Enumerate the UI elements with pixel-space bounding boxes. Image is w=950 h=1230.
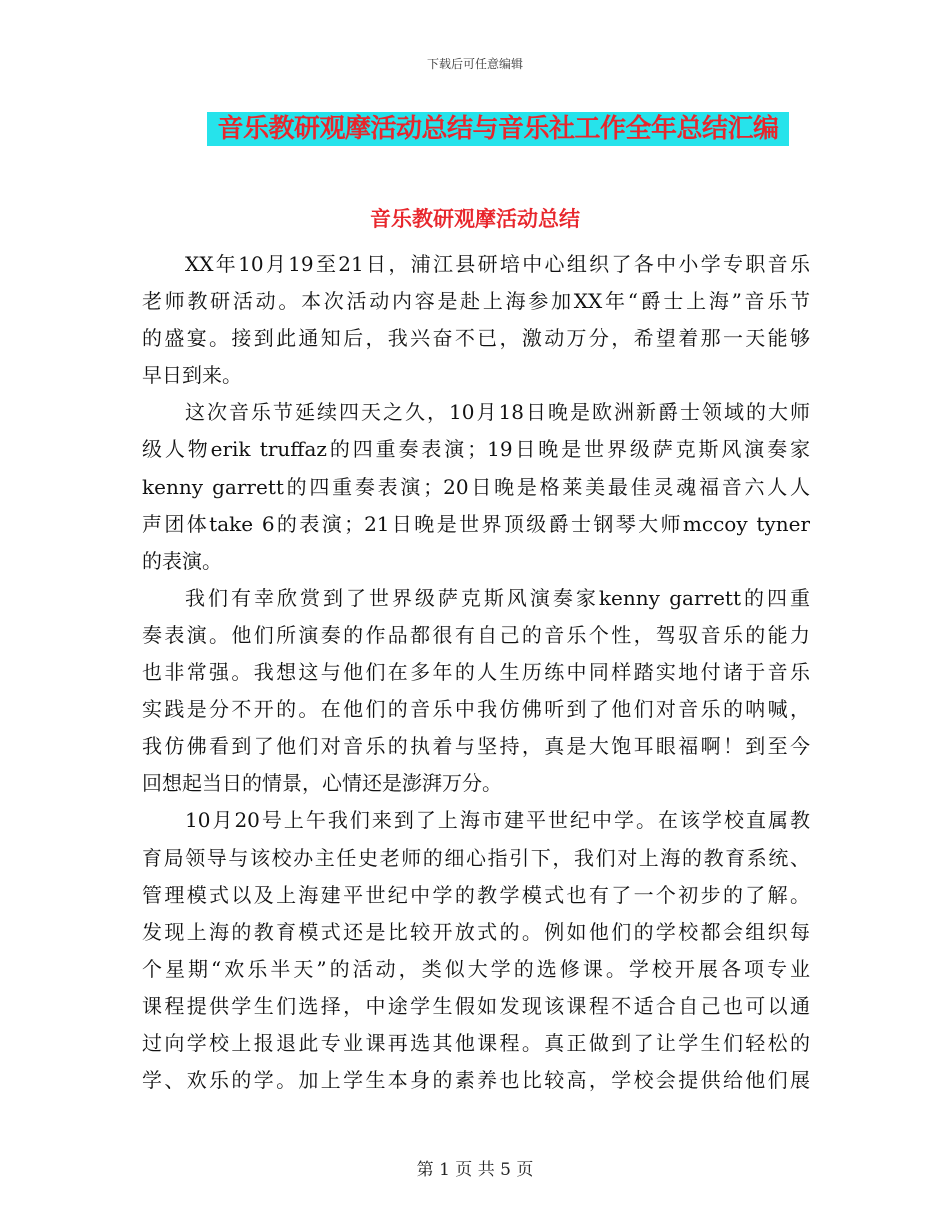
paragraph-line: 过向学校上报退此专业课再选其他课程。真正做到了让学生们轻松的 [142,1030,810,1055]
document-title: 音乐教研观摩活动总结与音乐社工作全年总结汇编 [217,114,779,144]
document-title-highlight [207,112,789,146]
page-indicator: 第 1 页 共 5 页 [416,1160,534,1180]
paragraph-line: 回想起当日的情景，心情还是澎湃万分。 [142,771,502,796]
paragraph-line: 实践是分不开的。在他们的音乐中我仿佛听到了他们对音乐的呐喊， [142,697,810,722]
paragraph-line: 育局领导与该校办主任史老师的细心指引下，我们对上海的教育系统、 [142,845,810,870]
paragraph-line: 学、欢乐的学。加上学生本身的素养也比较高，学校会提供给他们展 [142,1068,810,1093]
paragraph-line: 早日到来。 [142,363,242,388]
paragraph-line: 奏表演。他们所演奏的作品都很有自己的音乐个性，驾驭音乐的能力 [142,622,810,647]
paragraph-line: 10月20号上午我们来到了上海市建平世纪中学。在该学校直属教 [185,808,810,833]
paragraph-line: 的盛宴。接到此通知后，我兴奋不已，激动万分，希望着那一天能够 [142,326,810,351]
paragraph-line: 管理模式以及上海建平世纪中学的教学模式也有了一个初步的了解。 [142,882,810,907]
paragraph-line: 个星期“欢乐半天”的活动，类似大学的选修课。学校开展各项专业 [142,956,810,981]
paragraph-line: 级人物erik truffaz的四重奏表演；19日晚是世界级萨克斯风演奏家 [142,437,810,462]
section-title: 音乐教研观摩活动总结 [370,207,580,231]
paragraph-line: 老师教研活动。本次活动内容是赴上海参加XX年“爵士上海”音乐节 [142,289,810,314]
header-note: 下载后可任意编辑 [426,57,523,71]
paragraph-line: 课程提供学生们选择，中途学生假如发现该课程不适合自己也可以通 [142,993,810,1018]
body-text [142,246,810,1099]
paragraph-line: kenny garrett的四重奏表演；20日晚是格莱美最佳灵魂福音六人人 [142,474,810,499]
paragraph-line: 这次音乐节延续四天之久，10月18日晚是欧洲新爵士领域的大师 [185,400,810,425]
paragraph-line: 我仿佛看到了他们对音乐的执着与坚持，真是大饱耳眼福啊！到至今 [142,734,810,759]
paragraph-line: XX年10月19至21日，浦江县研培中心组织了各中小学专职音乐 [185,252,810,276]
paragraph-line: 我们有幸欣赏到了世界级萨克斯风演奏家kenny garrett的四重 [185,585,810,610]
paragraph-line: 的表演。 [142,548,222,573]
paragraph-line: 也非常强。我想这与他们在多年的人生历练中同样踏实地付诸于音乐 [142,660,810,685]
paragraph-line: 声团体take 6的表演；21日晚是世界顶级爵士钢琴大师mccoy tyner [142,511,810,536]
paragraph-line: 发现上海的教育模式还是比较开放式的。例如他们的学校都会组织每 [142,919,810,944]
